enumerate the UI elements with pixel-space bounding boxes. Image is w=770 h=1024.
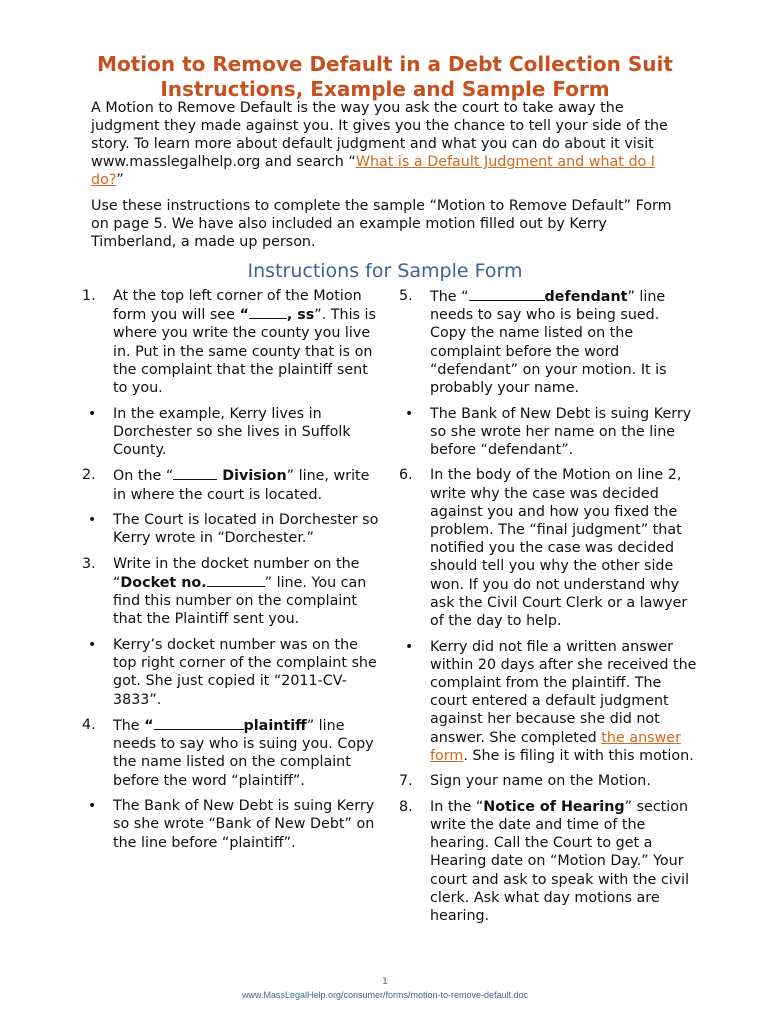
default-judgment-link[interactable]: What is a Default Judgment and what do I do?	[91, 154, 656, 188]
item-number: 3.	[82, 555, 96, 572]
example-bullet-2: • The Court is located in Dorchester so Kerry wrote in “Dorchester.”	[88, 512, 379, 547]
instruction-item-4: 4. The “ plaintiff” line needs to say who is suing you. Copy the name listed on the complaint before the word “plaintiff”.	[82, 717, 374, 789]
example-bullet-1: • In the example, Kerry lives in Dorchester so she lives in Suffolk County.	[88, 405, 351, 458]
bullet-icon: •	[405, 405, 414, 422]
item-number: 6.	[399, 467, 413, 484]
item-number: 7.	[399, 773, 413, 790]
answer-form-link[interactable]: the answer form	[430, 729, 681, 764]
example-bullet-3: • Kerry’s docket number was on the top right corner of the complaint she got. She just copied it “2011-CV-3833”.	[88, 636, 377, 708]
instructions-left-column	[82, 287, 382, 859]
example-bullet-5: • The Bank of New Debt is suing Kerry so she wrote her name on the line before “defendant”.	[405, 405, 692, 458]
instruction-item-8: 8. In the “Notice of Hearing” section write the date and time of the hearing. Call the Court to get a Hearing date on “Motion Day.” Your court and ask to speak with the civil clerk. Ask what day motions are hearing.	[399, 798, 690, 924]
instruction-item-5: 5. The “ defendant” line needs to say who is being sued. Copy the name listed on the complaint before the word “defendant” on your motion. It is probably your name.	[399, 288, 667, 397]
example-bullet-4: • The Bank of New Debt is suing Kerry so she wrote “Bank of New Debt” on the line before “plaintiff”.	[88, 798, 375, 851]
instruction-item-1: 1. At the top left corner of the Motion form you will see “ , ss”. This is where you write the county you live in. Put in the same county that is on the complaint that the plaintiff sent to you.	[82, 288, 376, 397]
bullet-icon: •	[88, 405, 97, 422]
document-title-line-2: Instructions, Example and Sample Form	[160, 77, 610, 101]
example-bullet-6: • Kerry did not file a written answer within 20 days after she received the complaint from the plaintiff. The court entered a default judgment against her because she did not answer. She completed the answer form. She is filing it with this motion.	[405, 638, 697, 764]
bullet-icon: •	[88, 798, 97, 815]
blank-line	[249, 305, 287, 319]
page-number: 1	[382, 977, 388, 987]
document-title-line-1: Motion to Remove Default in a Debt Collection Suit	[97, 52, 673, 76]
intro-paragraph-2: Use these instructions to complete the sample “Motion to Remove Default” Form on page 5. We have also included an example motion filled out by Kerry Timberland, a made up person.	[91, 198, 672, 250]
section-heading: Instructions for Sample Form	[247, 260, 523, 282]
instruction-item-6: 6. In the body of the Motion on line 2, write why the case was decided against you and how you fixed the problem. The “final judgment” that notified you the case was decided should tell you why the other side won. If you do not understand why ask the Civil Court Clerk or a lawyer of the day to help.	[399, 467, 688, 630]
item-number: 8.	[399, 798, 413, 815]
item-number: 1.	[82, 288, 96, 304]
item-number: 4.	[82, 717, 96, 734]
bullet-icon: •	[405, 638, 414, 655]
intro-paragraph-1: A Motion to Remove Default is the way you ask the court to take away the judgment they made against you. It gives you the chance to tell your side of the story. To learn more about default judgment and what you can do about it visit www.masslegalhelp.org and search “What is a Default Judgment and what do I do?”	[91, 100, 668, 188]
item-number: 5.	[399, 288, 413, 304]
blank-line	[207, 573, 265, 587]
instruction-item-7: 7. Sign your name on the Motion.	[399, 773, 651, 790]
instructions-right-column	[399, 287, 699, 932]
instruction-item-2: 2. On the “ Division” line, write in where the court is located.	[82, 467, 370, 503]
bullet-icon: •	[88, 636, 97, 653]
blank-line	[469, 287, 545, 301]
instruction-item-3: 3. Write in the docket number on the “Docket no. ” line. You can find this number on the complaint that the Plaintiff sent you.	[82, 555, 367, 628]
item-number: 2.	[82, 467, 96, 484]
footer-url: www.MassLegalHelp.org/consumer/forms/motion-to-remove-default.doc	[241, 990, 529, 1000]
blank-line	[154, 716, 244, 730]
blank-line	[173, 466, 217, 480]
bullet-icon: •	[88, 512, 97, 529]
